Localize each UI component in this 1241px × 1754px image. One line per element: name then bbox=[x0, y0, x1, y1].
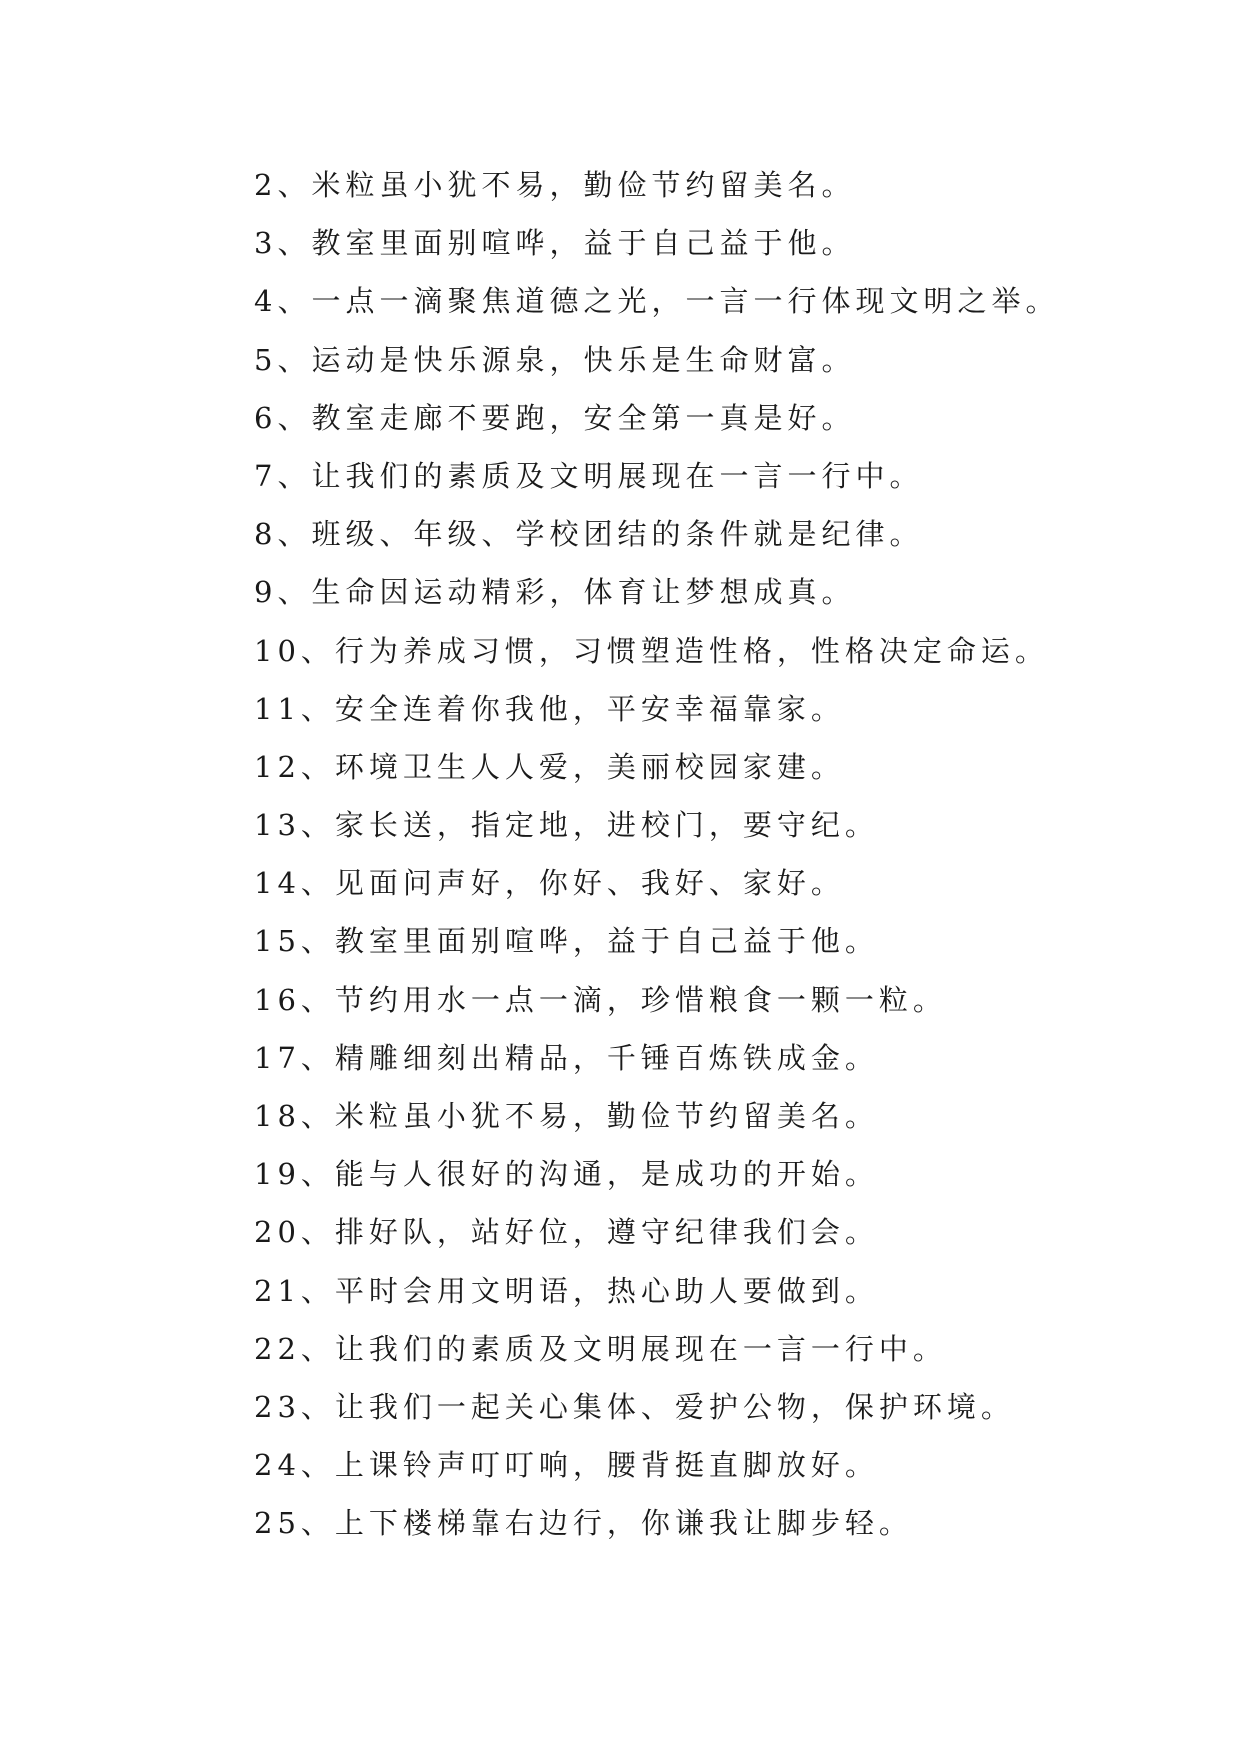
slogan-line: 20、排好队，站好位，遵守纪律我们会。 bbox=[254, 1215, 879, 1250]
slogan-line: 11、安全连着你我他，平安幸福靠家。 bbox=[254, 691, 845, 726]
slogan-line: 18、米粒虽小犹不易，勤俭节约留美名。 bbox=[254, 1099, 879, 1133]
slogan-line: 21、平时会用文明语，热心助人要做到。 bbox=[254, 1273, 879, 1308]
slogan-line: 23、让我们一起关心集体、爱护公物，保护环境。 bbox=[254, 1389, 1015, 1424]
slogan-line: 24、上课铃声叮叮响，腰背挺直脚放好。 bbox=[254, 1448, 879, 1483]
slogan-line: 3、教室里面别喧哗，益于自己益于他。 bbox=[254, 226, 856, 261]
slogan-line: 2、米粒虽小犹不易，勤俭节约留美名。 bbox=[254, 168, 856, 202]
slogan-line: 4、一点一滴聚焦道德之光，一言一行体现文明之举。 bbox=[254, 284, 1060, 319]
slogan-line: 9、生命因运动精彩，体育让梦想成真。 bbox=[254, 575, 856, 610]
slogan-line: 10、行为养成习惯，习惯塑造性格，性格决定命运。 bbox=[254, 633, 1049, 668]
slogan-line: 15、教室里面别喧哗，益于自己益于他。 bbox=[254, 924, 879, 959]
slogan-line: 16、节约用水一点一滴，珍惜粮食一颗一粒。 bbox=[254, 982, 947, 1017]
slogan-line: 22、让我们的素质及文明展现在一言一行中。 bbox=[254, 1331, 947, 1366]
slogan-line: 25、上下楼梯靠右边行，你谦我让脚步轻。 bbox=[254, 1506, 913, 1541]
slogan-line: 7、让我们的素质及文明展现在一言一行中。 bbox=[254, 458, 924, 493]
slogan-line: 5、运动是快乐源泉，快乐是生命财富。 bbox=[254, 342, 856, 377]
slogan-line: 17、精雕细刻出精品，千锤百炼铁成金。 bbox=[254, 1040, 879, 1075]
slogan-line: 6、教室走廊不要跑，安全第一真是好。 bbox=[254, 400, 856, 435]
slogan-list bbox=[254, 156, 1154, 1553]
slogan-line: 14、见面问声好，你好、我好、家好。 bbox=[254, 866, 845, 901]
slogan-line: 12、环境卫生人人爱，美丽校园家建。 bbox=[254, 749, 845, 784]
slogan-line: 19、能与人很好的沟通，是成功的开始。 bbox=[254, 1157, 879, 1192]
slogan-line: 13、家长送，指定地，进校门，要守纪。 bbox=[254, 808, 879, 843]
slogan-line: 8、班级、年级、学校团结的条件就是纪律。 bbox=[254, 517, 924, 552]
